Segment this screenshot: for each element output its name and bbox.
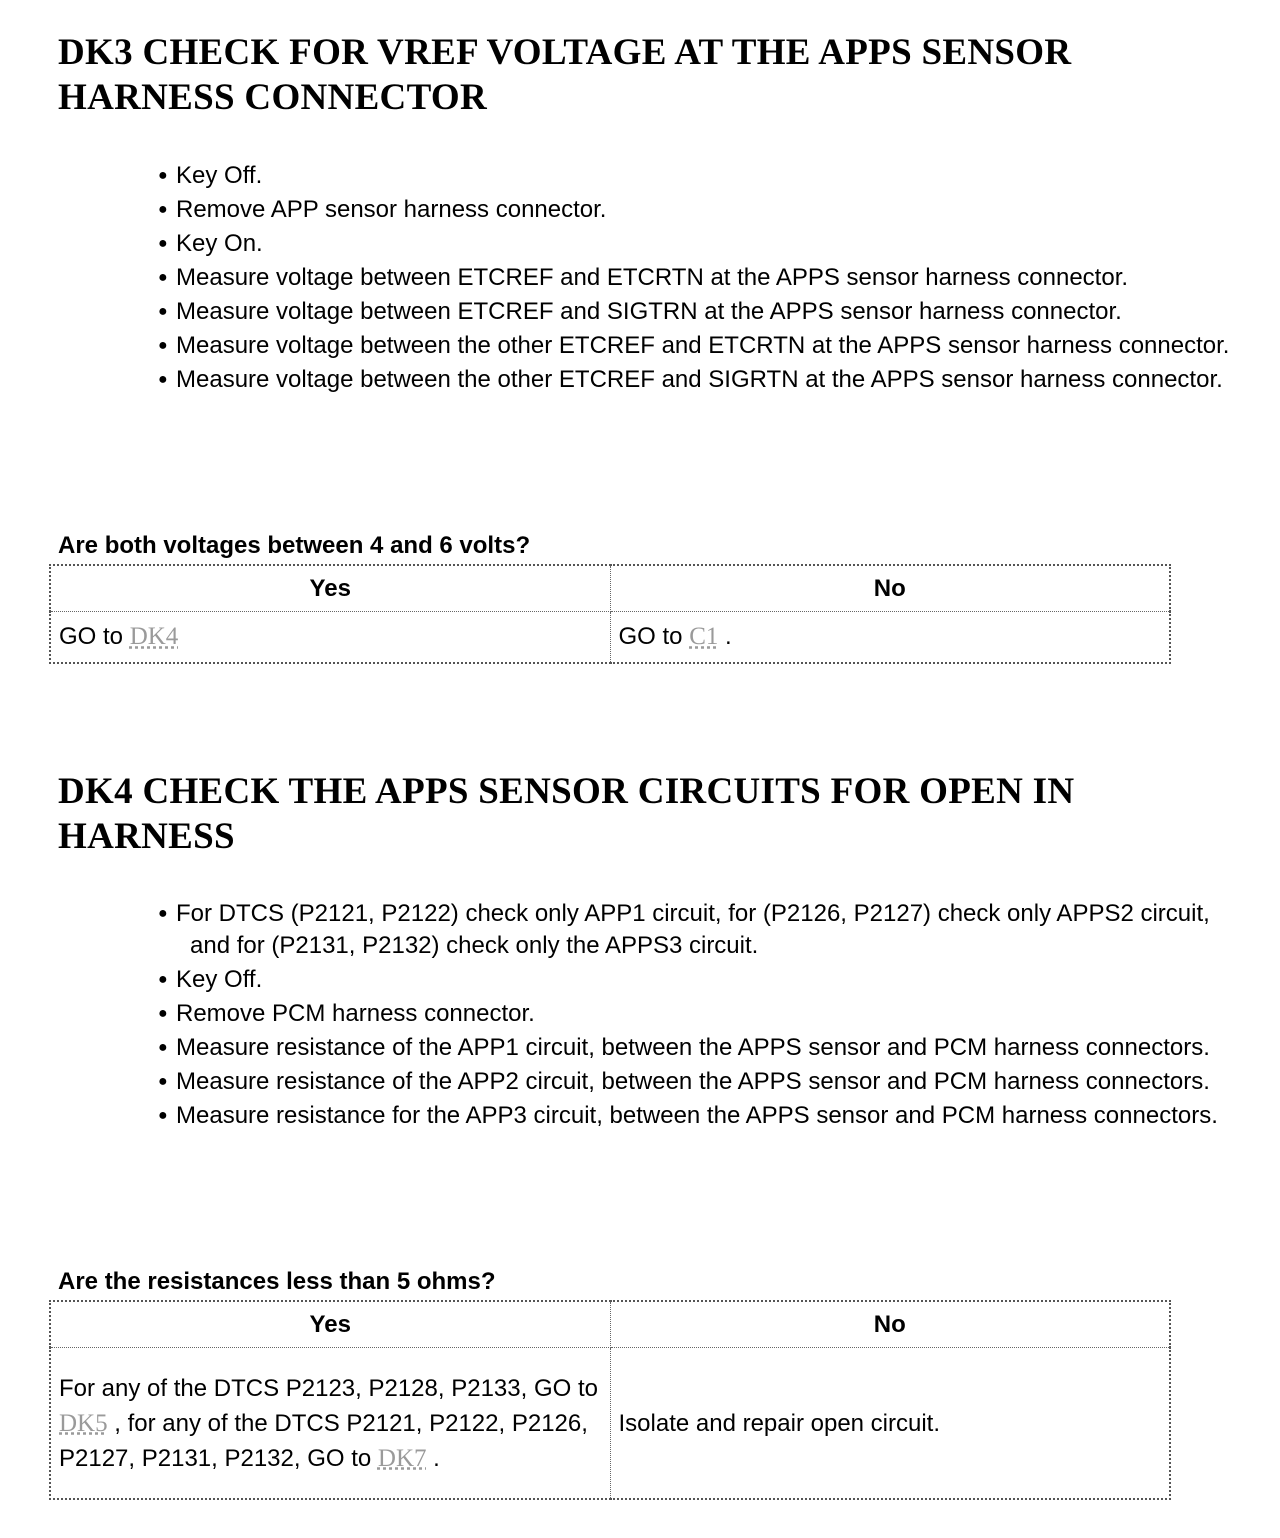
link-dk4[interactable]: DK4 [129, 623, 179, 650]
list-item: ● Remove APP sensor harness connector. [140, 194, 1265, 226]
link-dk5[interactable]: DK5 [59, 1409, 108, 1437]
list-item: ● Key On. [140, 228, 1265, 260]
answer-table [49, 1300, 1171, 1500]
no-header: No [610, 565, 1170, 612]
step-list [140, 898, 1265, 1134]
answer-table [49, 564, 1171, 664]
bullet-icon: ● [158, 1107, 168, 1124]
list-item: ● Measure voltage between ETCREF and ETCRTN at the APPS sensor harness connector. [140, 262, 1190, 294]
step-list [140, 160, 1265, 398]
bullet-icon: ● [158, 269, 168, 286]
bullet-icon: ● [158, 167, 168, 184]
bullet-icon: ● [158, 971, 168, 988]
bullet-icon: ● [158, 303, 168, 320]
section-title: DK4 CHECK THE APPS SENSOR CIRCUITS FOR OPEN IN HARNESS [58, 771, 1075, 857]
list-item: ● Measure resistance of the APP1 circuit, between the APPS sensor and PCM harness connectors. [140, 1032, 1270, 1064]
list-item: ● Measure resistance of the APP2 circuit, between the APPS sensor and PCM harness connectors. [140, 1066, 1270, 1098]
list-item: ● Remove PCM harness connector. [140, 998, 1265, 1030]
bullet-icon: ● [158, 1073, 168, 1090]
list-item: ● Measure voltage between ETCREF and SIGTRN at the APPS sensor harness connector. [140, 296, 1280, 328]
yes-header: Yes [50, 1301, 610, 1348]
list-item: ● Key Off. [140, 160, 1265, 192]
no-cell: Isolate and repair open circuit. [610, 1348, 1170, 1500]
bullet-icon: ● [158, 371, 168, 388]
table-row [50, 1348, 1170, 1500]
no-header: No [610, 1301, 1170, 1348]
table-header-row [50, 1301, 1170, 1348]
bullet-icon: ● [158, 905, 168, 922]
yes-cell: For any of the DTCS P2123, P2128, P2133, GO to DK5 , for any of the DTCS P2121, P2122, P2126, P2127, P2131, P2132, GO to DK7 . [50, 1348, 610, 1500]
link-dk7[interactable]: DK7 [377, 1444, 427, 1472]
bullet-icon: ● [158, 235, 168, 252]
bullet-icon: ● [158, 1005, 168, 1022]
list-item: ● Measure voltage between the other ETCREF and ETCRTN at the APPS sensor harness connector. [140, 330, 1280, 362]
no-cell: GO to C1 . [610, 612, 1170, 664]
list-item: ● Key Off. [140, 964, 1265, 996]
table-row [50, 612, 1170, 664]
list-item: ● Measure resistance for the APP3 circuit, between the APPS sensor and PCM harness connectors. [140, 1100, 1280, 1132]
yes-cell: GO to DK4 [50, 612, 610, 664]
link-c1[interactable]: C1 [689, 623, 719, 650]
bullet-icon: ● [158, 1039, 168, 1056]
list-item: ● For DTCS (P2121, P2122) check only APP1 circuit, for (P2126, P2127) check only APPS2 circuit, and for (P2131, P2132) check only the APPS3 circuit. [158, 900, 1210, 959]
table-header-row [50, 565, 1170, 612]
bullet-icon: ● [158, 201, 168, 218]
yes-header: Yes [50, 565, 610, 612]
section-title: DK3 CHECK FOR VREF VOLTAGE AT THE APPS SENSOR HARNESS CONNECTOR [58, 32, 1072, 118]
question: Are both voltages between 4 and 6 volts? [58, 532, 531, 559]
list-item: ● Measure voltage between the other ETCREF and SIGRTN at the APPS sensor harness connector. [140, 364, 1280, 396]
bullet-icon: ● [158, 337, 168, 354]
question: Are the resistances less than 5 ohms? [58, 1268, 496, 1295]
